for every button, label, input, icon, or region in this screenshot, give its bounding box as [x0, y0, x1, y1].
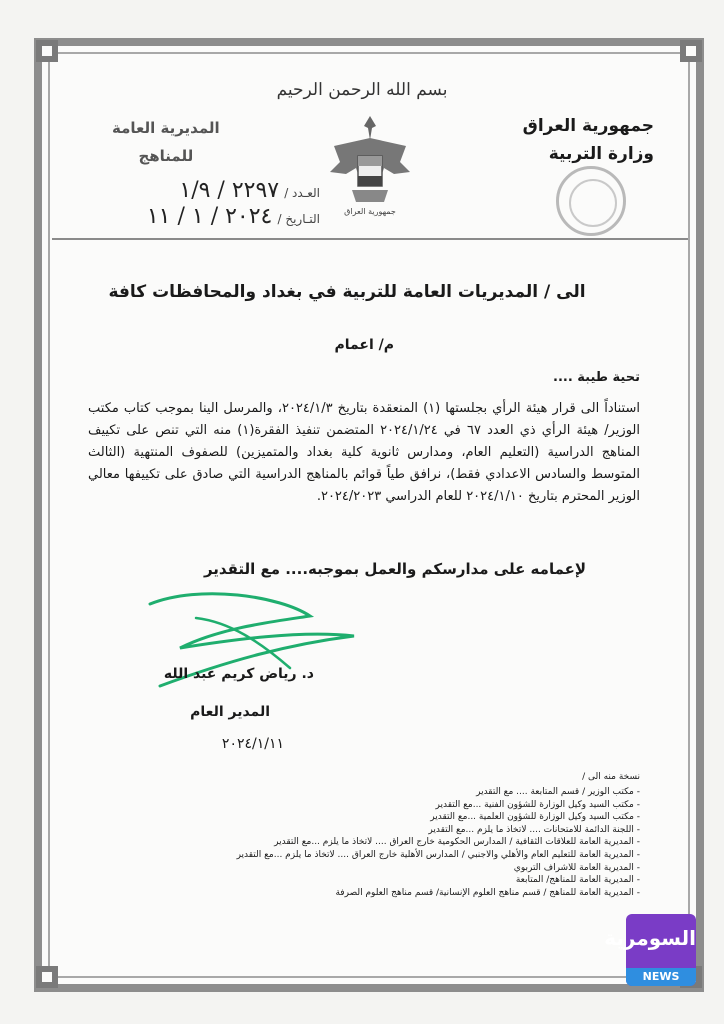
reference-number-label: العـدد / [284, 186, 320, 200]
ministry-seal-icon [556, 166, 626, 236]
reference-date-label: التـاريخ / [277, 212, 320, 226]
reference-date-value: ٢٠٢٤ / ١ / ١١ [146, 204, 273, 229]
signatory-date: ٢٠٢٤/١/١١ [221, 736, 284, 752]
news-watermark-logo [604, 914, 696, 986]
reference-number-value: ٢٢٩٧ / ١/٩ [179, 178, 280, 203]
watermark-main: السومرية [604, 926, 696, 950]
cc-item: - مكتب السيد وكيل الوزارة للشؤون العلمية ...مع التقدير [180, 811, 640, 824]
cc-item: - المديرية العامة للاشراف التربوي [180, 862, 640, 875]
directorate-name: المديرية العامة [112, 119, 220, 137]
cc-item: - اللجنة الدائمة للامتحانات .... لاتخاذ ما يلزم ...مع التقدير [180, 824, 640, 837]
iraq-emblem-icon [326, 110, 414, 220]
watermark-sub: NEWS [626, 968, 696, 986]
greeting: تحية طيبة .... [553, 370, 640, 385]
cc-item: - المديرية العامة للمناهج/ المتابعة [180, 874, 640, 887]
cc-item: - مكتب السيد وكيل الوزارة للشؤون الفنية ...مع التقدير [180, 799, 640, 812]
reference-number-row [100, 178, 320, 203]
emblem-label: جمهورية العراق [344, 207, 396, 216]
country-name: جمهورية العراق [522, 116, 654, 136]
border-corner [36, 966, 58, 988]
closing-line: لإعمامه على مدارسكم والعمل بموجبه.... مع التقدير [203, 560, 587, 578]
cc-list [180, 786, 640, 899]
letterhead-right [523, 112, 654, 168]
reference-date-row [100, 204, 320, 229]
border-corner [680, 40, 702, 62]
cc-item: - المديرية العامة للمناهج / قسم مناهج العلوم الإنسانية/ قسم مناهج العلوم الصرفة [180, 887, 640, 900]
header-divider [52, 238, 688, 240]
directorate-sub: للمناهج [138, 147, 194, 165]
basmala: بسم الله الرحمن الرحيم [276, 80, 448, 100]
cc-item: - مكتب الوزير / قسم المتابعة .... مع التقدير [180, 786, 640, 799]
signatory-title: المدير العام [190, 704, 270, 720]
cc-heading: نسخة منه الى / [582, 772, 640, 782]
letter-body: استناداً الى قرار هيئة الرأي بجلستها (١) المنعقدة بتاريخ ٢٠٢٤/١/٣، والمرسل الينا بموجب كتاب مكتب الوزير/ هيئة الرأي ذي العدد ٦٧ في ٢٠٢٤/١/٢٤ المتضمن تنفيذ الفقرة(١) منه التي تنص على تكييف المناهج الدراسية (التعليم العام، ومدارس ثانوية كلية بغداد والمتميزين) للصفوف المنتهية (الثالث المتوسط والسادس الاعدادي فقط)، نرافق طياً قوائم بالمناهج الدراسية التي صادق على تكييفها معالي الوزير المحترم بتاريخ ٢٠٢٤/١/١٠ للعام الدراسي ٢٠٢٤/٢٠٢٣. [88, 401, 640, 504]
cc-item: - المديرية العامة للعلاقات الثقافية / المدارس الحكومية خارج العراق .... لاتخاذ ما يلزم ...مع التقدير [180, 836, 640, 849]
letterhead-left [112, 114, 220, 170]
addressee: الى / المديريات العامة للتربية في بغداد والمحافظات كافة [108, 282, 586, 302]
cc-item: - المديرية العامة للتعليم العام والأهلي والاجنبي / المدارس الأهلية خارج العراق .... لاتخاذ ما يلزم ...مع التقدير [180, 849, 640, 862]
border-corner [36, 40, 58, 62]
subject-line: م/ اعمام [334, 337, 394, 353]
ministry-name: وزارة التربية [548, 144, 654, 164]
signatory-name: د. رياض كريم عبد الله [163, 666, 314, 682]
